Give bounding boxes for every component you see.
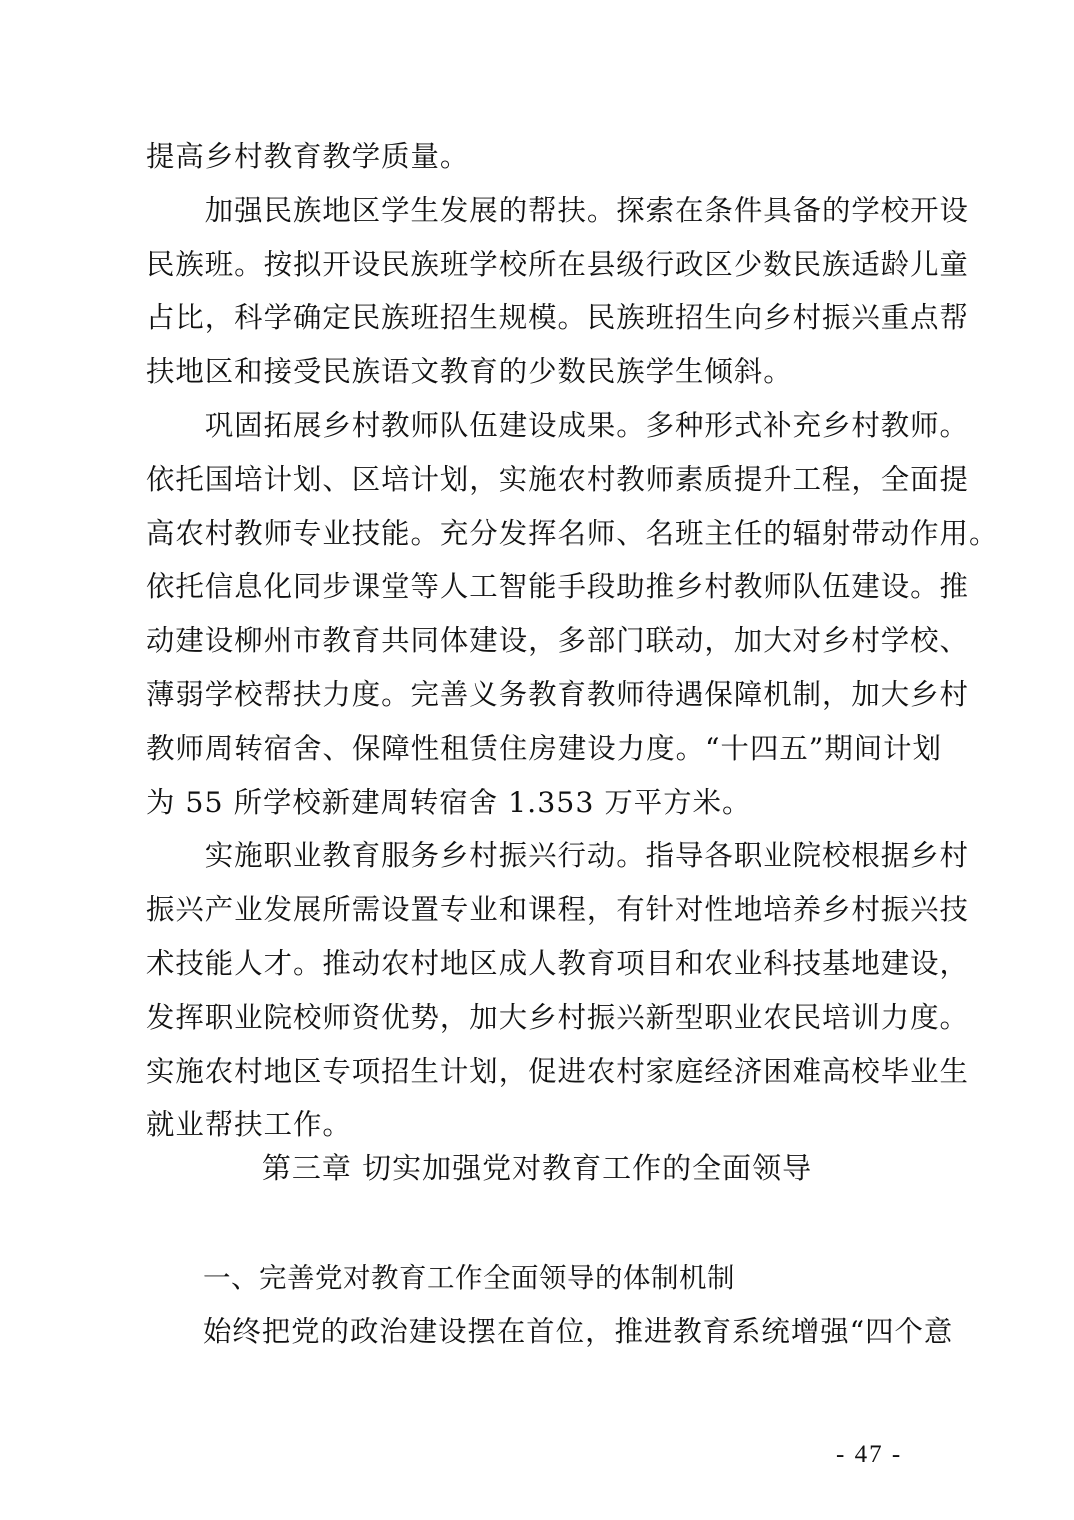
text-line: 动建设柳州市教育共同体建设，多部门联动，加大对乡村学校、 (146, 624, 969, 658)
text-line: 教师周转宿舍、保障性租赁住房建设力度。“十四五”期间计划 (146, 731, 942, 765)
text-line: 就业帮扶工作。 (146, 1108, 352, 1142)
text-line: 依托国培计划、区培计划，实施农村教师素质提升工程，全面提 (146, 462, 969, 496)
text-line: 薄弱学校帮扶力度。完善义务教育教师待遇保障机制，加大乡村 (146, 677, 969, 711)
text-line: 振兴产业发展所需设置专业和课程，有针对性地培养乡村振兴技 (146, 893, 969, 927)
chapter-title: 第三章 切实加强党对教育工作的全面领导 (261, 1151, 813, 1185)
text-line: 高农村教师专业技能。充分发挥名师、名班主任的辐射带动作用。 (146, 516, 999, 550)
text-line: 民族班。按拟开设民族班学校所在县级行政区少数民族适龄儿童 (146, 247, 969, 281)
text-line: 实施职业教育服务乡村振兴行动。指导各职业院校根据乡村 (146, 839, 969, 873)
text-line: 巩固拓展乡村教师队伍建设成果。多种形式补充乡村教师。 (146, 408, 969, 442)
text-line: 加强民族地区学生发展的帮扶。探索在条件具备的学校开设 (146, 193, 969, 227)
section-opening-line: 始终把党的政治建设摆在首位，推进教育系统增强“四个意 (203, 1315, 954, 1348)
text-line: 扶地区和接受民族语文教育的少数民族学生倾斜。 (146, 355, 793, 389)
section-heading: 一、完善党对教育工作全面领导的体制机制 (203, 1262, 735, 1294)
text-line: 发挥职业院校师资优势，加大乡村振兴新型职业农民培训力度。 (146, 1000, 969, 1034)
text-line: 提高乡村教育教学质量。 (146, 140, 470, 173)
body-text (146, 130, 999, 1152)
text-line: 实施农村地区专项招生计划，促进农村家庭经济困难高校毕业生 (146, 1054, 969, 1088)
text-line: 依托信息化同步课堂等人工智能手段助推乡村教师队伍建设。推 (146, 570, 969, 604)
text-line: 术技能人才。推动农村地区成人教育项目和农业科技基地建设， (146, 946, 969, 980)
text-line: 为 55 所学校新建周转宿舍 1.353 万平方米。 (146, 785, 752, 819)
text-line: 占比，科学确定民族班招生规模。民族班招生向乡村振兴重点帮 (146, 301, 969, 335)
page-number: - 47 - (836, 1441, 903, 1468)
